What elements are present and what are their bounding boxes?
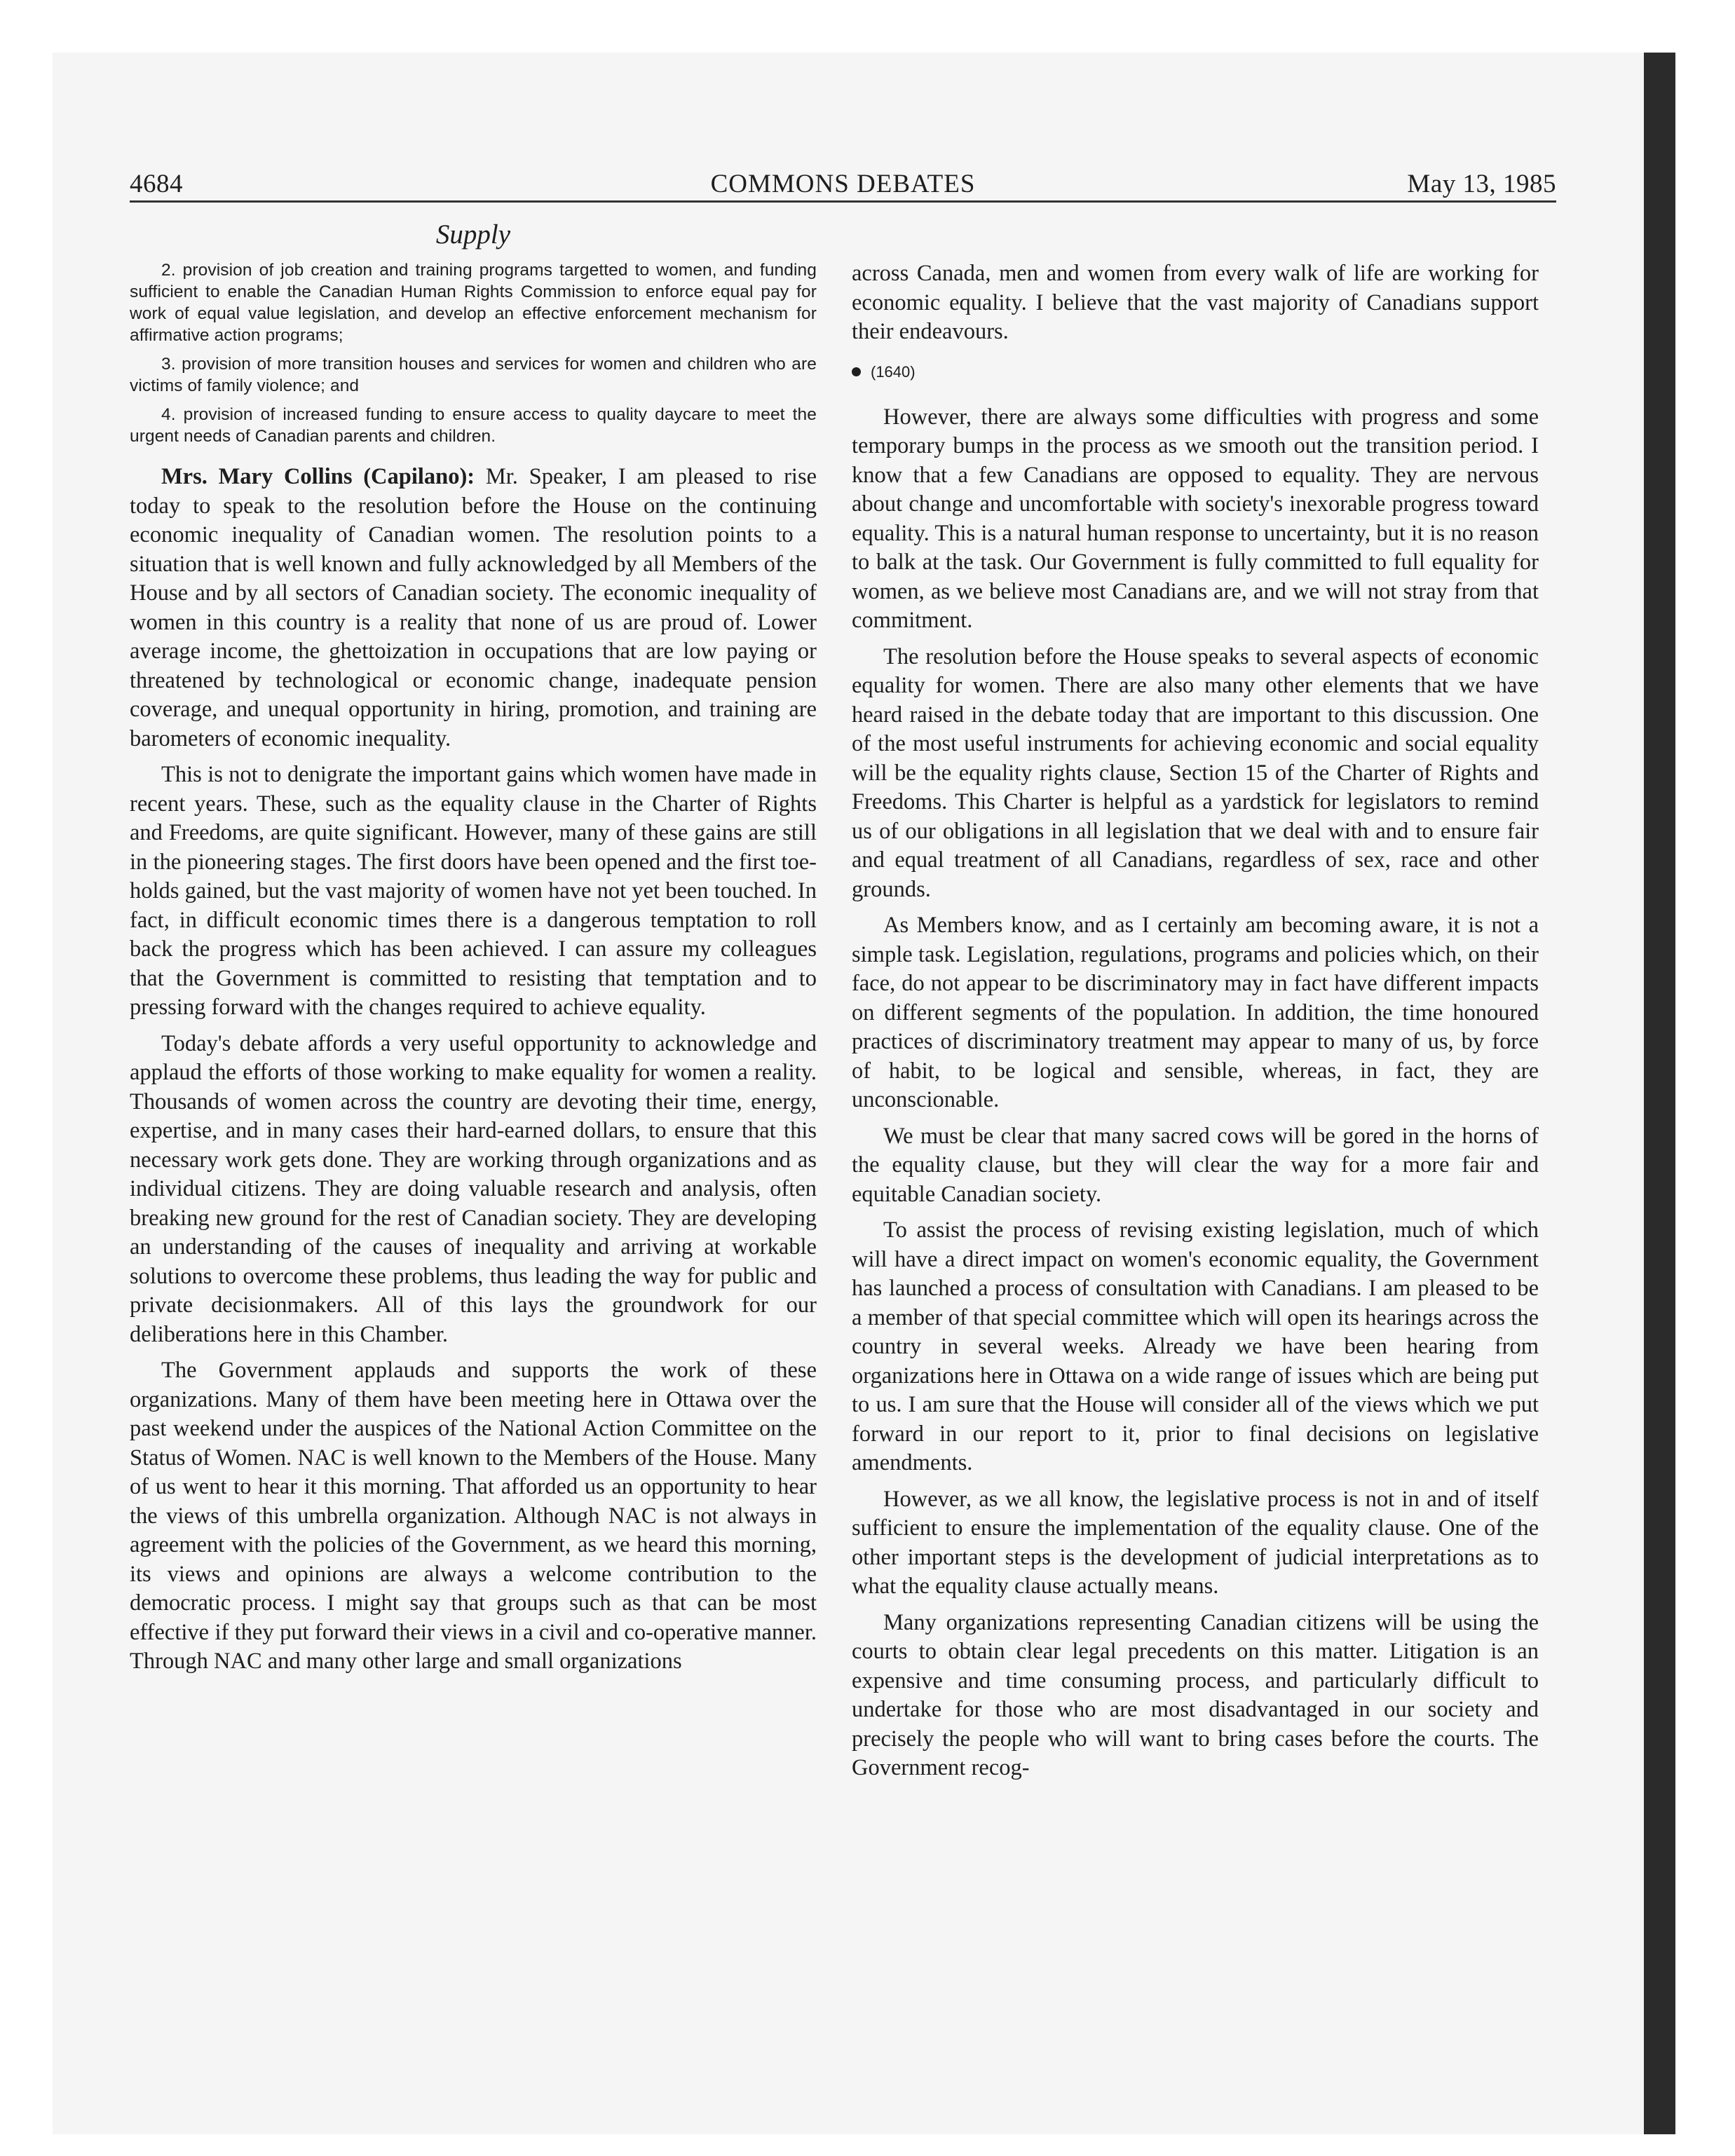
page-number: 4684 xyxy=(130,170,183,198)
paragraph: Many organizations representing Canadian citizens will be using the courts to obtain clear legal precedents on this matter. Litigation is an expensive and time consuming process, and particularly difficult to undertake for those who are most disadvantaged in our society and precisely the people who will want to bring cases before the courts. The Government recog- xyxy=(852,1609,1539,1780)
paragraph: As Members know, and as I certainly am becoming aware, it is not a simple task. Legislation, regulations, programs and policies which, on their face, do not appear to be discriminatory may in fact have different impacts on different segments of the population. In addition, the time honoured practices of discriminatory treatment may appear to many of us, by force of habit, to be logical and sensible, whereas, in fact, they are unconscionable. xyxy=(852,913,1539,1112)
journal-title: COMMONS DEBATES xyxy=(710,170,976,198)
left-column xyxy=(130,259,817,1684)
speech-opening-paragraph xyxy=(130,463,817,753)
paragraph: To assist the process of revising existing legislation, much of which will have a direct impact on women's economic equality, the Government has launched a process of consultation with Canadians. I am pleased to be a member of that special committee which will open its hearings across the country in several weeks. Already we have been hearing from organizations here in Ottawa on a wide range of issues which are being put to us. I am sure that the House will consider all of the views which we put forward in our report to it, prior to final decisions on legislative amendments. xyxy=(852,1217,1539,1475)
section-title: Supply xyxy=(435,219,511,250)
motion-item: 3. provision of more transition houses and services for women and children who are victims of family violence; and xyxy=(130,355,817,395)
paragraph: Today's debate affords a very useful opportunity to acknowledge and applaud the efforts of those working to make equality for women a reality. Thousands of women across the country are devoting their time, energy, expertise, and in many cases their hard-earned dollars, to ensure that this necessary work gets done. They are working through organizations and as individual citizens. They are doing valuable research and analysis, often breaking new ground for the rest of Canadian society. They are developing an understanding of the causes of inequality and arriving at workable solutions to overcome these problems, thus leading the way for public and private decisionmakers. All of this lays the groundwork for our deliberations here in this Chamber. xyxy=(130,1030,817,1347)
timestamp-marker xyxy=(852,358,1539,386)
motion-item: 2. provision of job creation and training programs targetted to women, and funding sufficient to enable the Canadian Human Rights Commission to enforce equal pay for work of equal value legislation, and develop an effective enforcement mechanism for affirmative action programs; xyxy=(130,261,817,345)
issue-date: May 13, 1985 xyxy=(1407,170,1556,198)
paragraph: However, there are always some difficulties with progress and some temporary bumps in the process as we smooth out the transition period. I know that a few Canadians are opposed to equality. They are nervous about change and uncomfortable with society's inexorable progress toward equality. This is a natural human response to uncertainty, but it is no reason to balk at the task. Our Government is fully committed to full equality for women, as we believe most Canadians are, and we will not stray from that commitment. xyxy=(852,404,1539,633)
paragraph: We must be clear that many sacred cows will be gored in the horns of the equality clause, but they will clear the way for a more fair and equitable Canadian society. xyxy=(852,1123,1539,1207)
motion-item: 4. provision of increased funding to ensure access to quality daycare to meet the urgent needs of Canadian parents and children. xyxy=(130,405,817,446)
running-header xyxy=(130,168,1556,203)
timestamp-text: (1640) xyxy=(871,362,916,381)
scan-edge-shadow xyxy=(1644,53,1675,2134)
right-column xyxy=(852,259,1539,1790)
paragraph: The Government applauds and supports the work of these organizations. Many of them have been meeting here in Ottawa over the past weekend under the auspices of the National Action Committee on the Status of Women. NAC is well known to the Members of the House. Many of us went to hear it this morning. That afforded us an opportunity to hear the views of this umbrella organization. Although NAC is not always in agreement with the policies of the Government, as we heard this morning, its views and opinions are always a welcome contribution to the democratic process. I might say that groups such as that can be most effective if they put forward their views in a civil and co-operative manner. Through NAC and many other large and small organizations xyxy=(130,1358,817,1674)
speaker-name: Mrs. Mary Collins (Capilano): xyxy=(161,464,475,489)
motion-list xyxy=(130,259,817,447)
bullet-icon xyxy=(852,367,861,376)
opening-text: Mr. Speaker, I am pleased to rise today to speak to the resolution before the House on the continuing economic inequality of Canadian women. The resolution points to a situation that is well known and fully acknowledged by all Members of the House and by all sectors of Canadian society. The economic inequality of women in this country is a reality that none of us are proud of. Lower average income, the ghettoization in occupations that are low paying or threatened by technological or economic change, inadequate pension coverage, and unequal opportunity in hiring, promotion, and training are barometers of economic inequality. xyxy=(130,464,817,751)
paragraph-continuation: across Canada, men and women from every walk of life are working for economic equality. I believe that the vast majority of Canadians support their endeavours. xyxy=(852,261,1539,344)
paragraph: However, as we all know, the legislative process is not in and of itself sufficient to ensure the implementation of the equality clause. One of the other important steps is the development of judicial interpretations as to what the equality clause actually means. xyxy=(852,1486,1539,1599)
paragraph: The resolution before the House speaks to several aspects of economic equality for women. There are also many other elements that we have heard raised in the debate today that are important to this discussion. One of the most useful instruments for achieving economic and social equality will be the equality rights clause, Section 15 of the Charter of Rights and Freedoms. This Charter is helpful as a yardstick for legislators to remind us of our obligations in all legislation that we deal with and to ensure fair and equal treatment of all Canadians, regardless of sex, race and other grounds. xyxy=(852,643,1539,902)
paragraph: This is not to denigrate the important gains which women have made in recent years. These, such as the equality clause in the Charter of Rights and Freedoms, are quite significant. However, many of these gains are still in the pioneering stages. The first doors have been opened and the first toe-holds gained, but the vast majority of women have not yet been touched. In fact, in difficult economic times there is a dangerous temptation to roll back the progress which has been achieved. I can assure my colleagues that the Government is committed to resisting that temptation and to pressing forward with the changes required to achieve equality. xyxy=(130,762,817,1020)
